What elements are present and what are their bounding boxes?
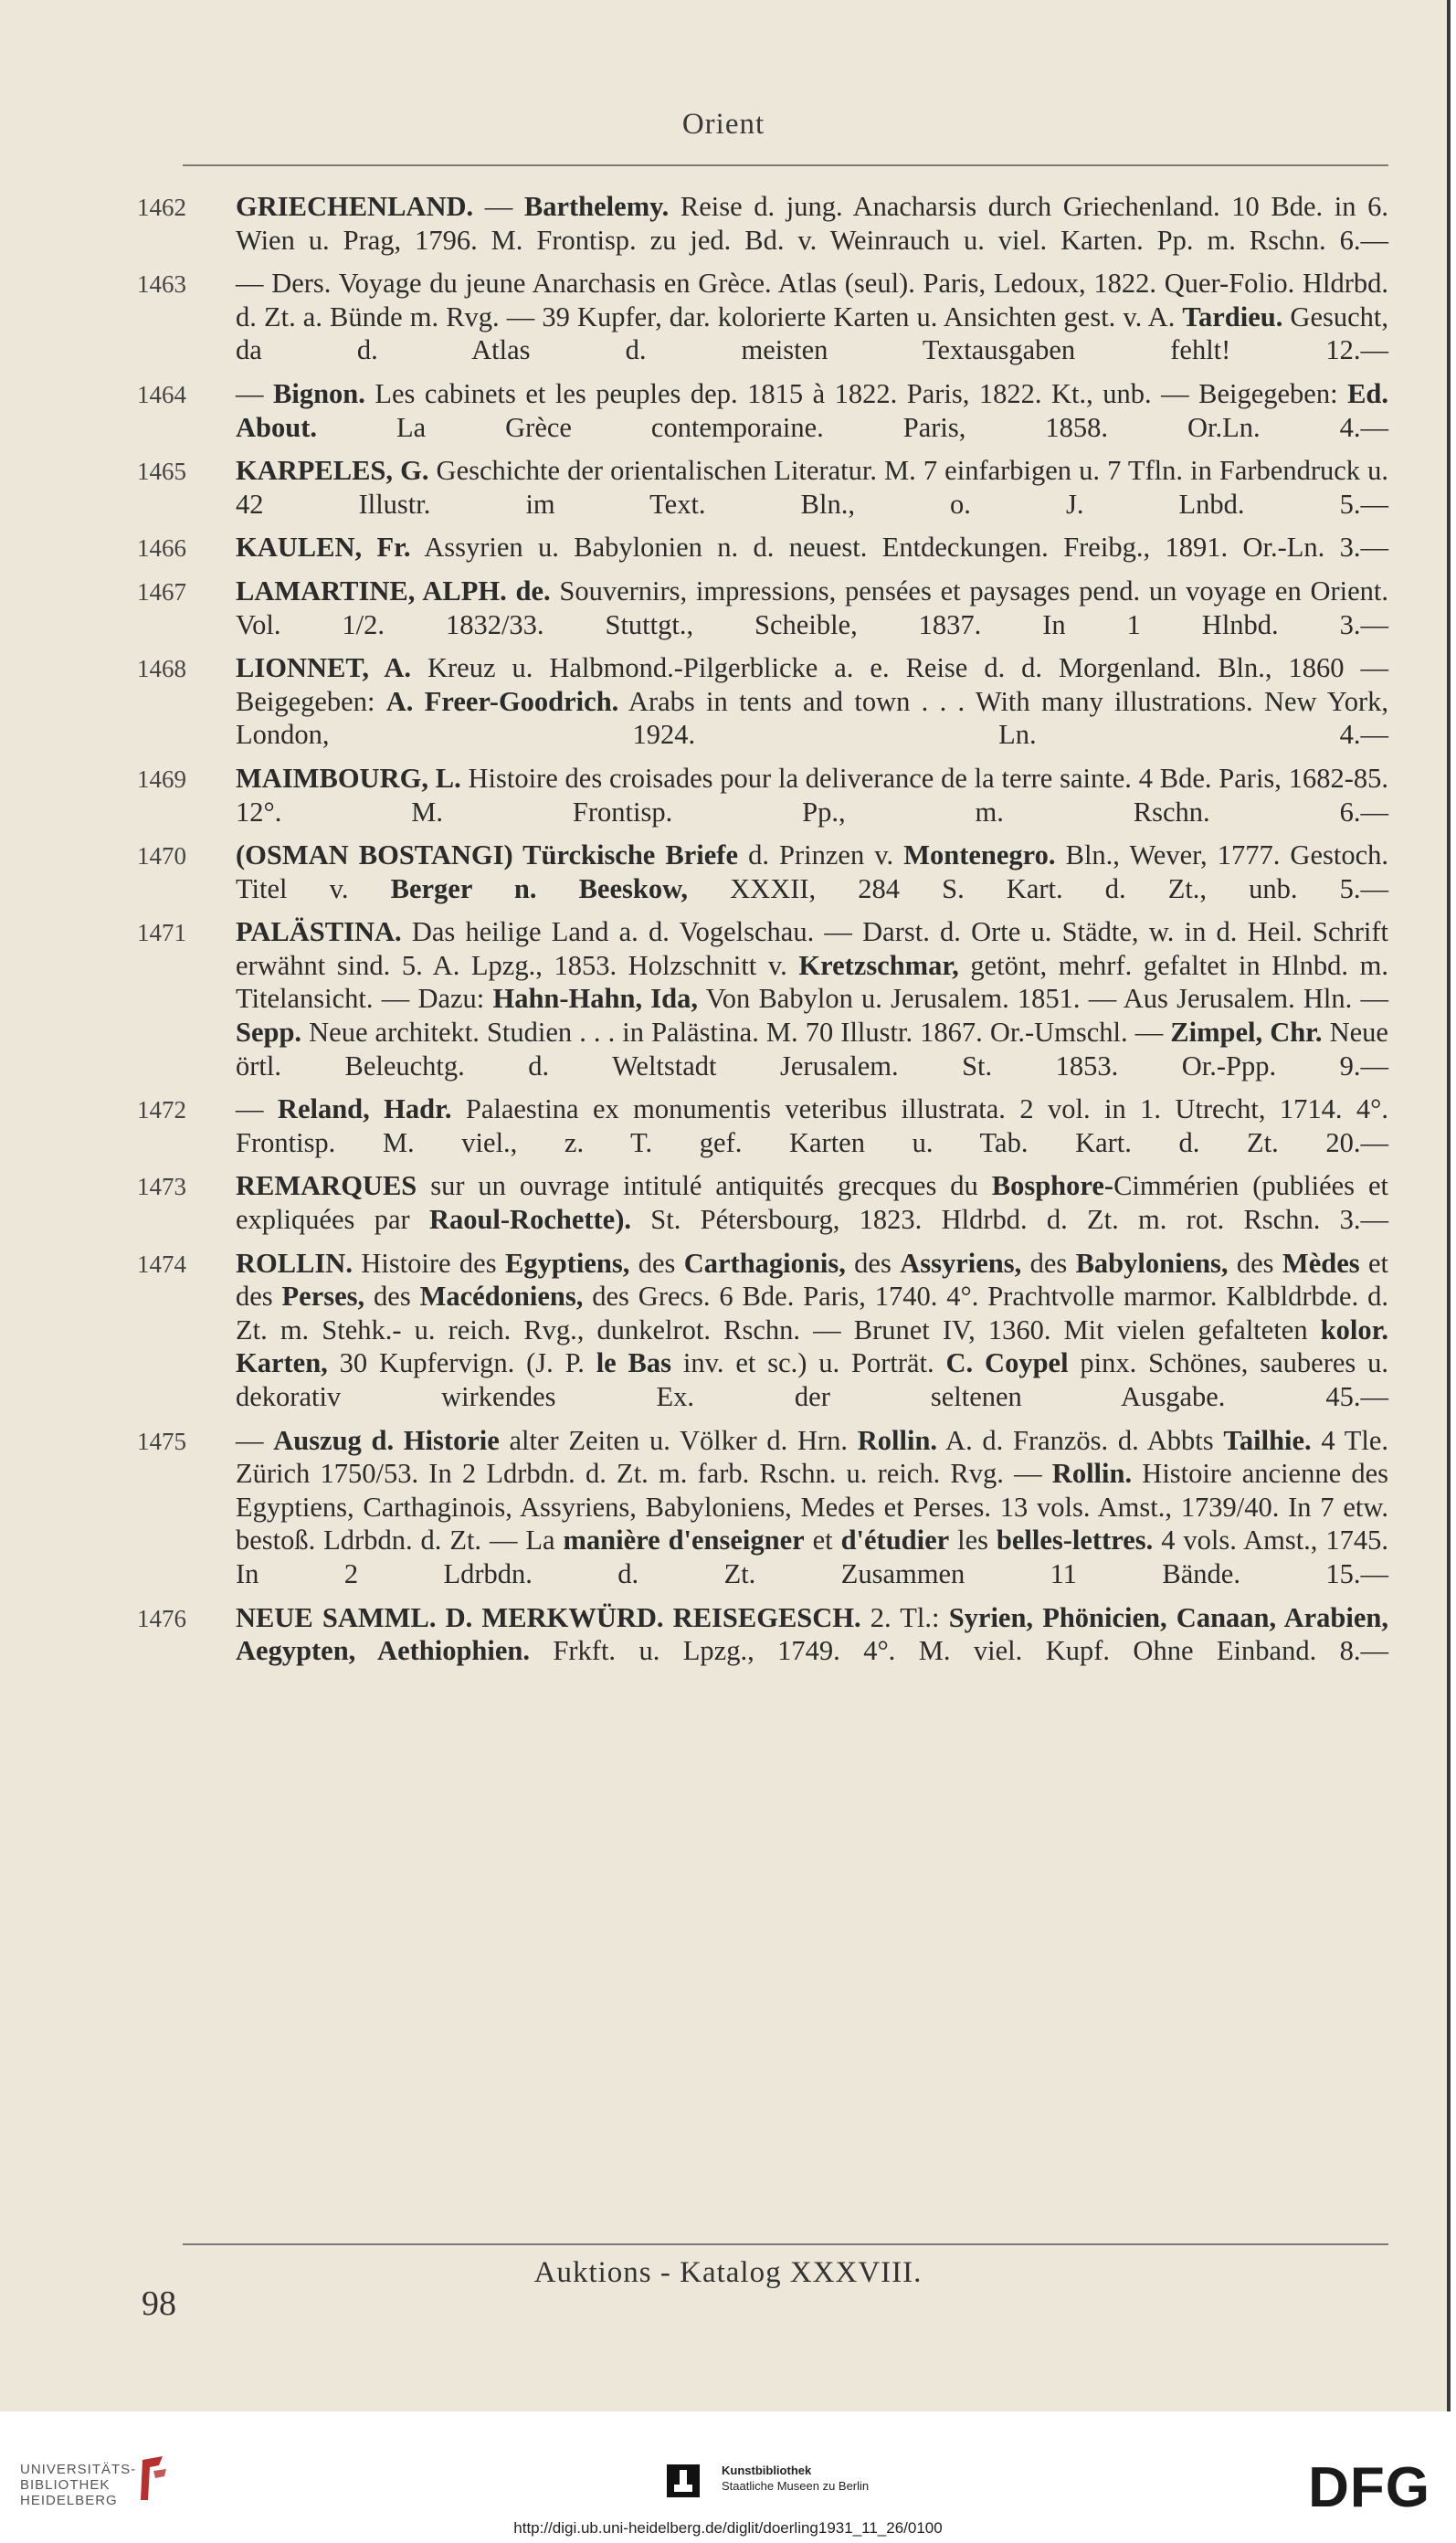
entry-text-segment: Histoire des <box>352 1247 505 1279</box>
entry-text-segment: — <box>236 1424 274 1456</box>
entry-text-segment: Arabs in tents and town . . . With many illustrations. New York, London, 1924. Ln. 4.— <box>236 685 1388 751</box>
page-number: 98 <box>142 2284 176 2323</box>
entry-number: 1476 <box>137 1604 186 1632</box>
catalog-entry <box>137 1601 1388 1668</box>
entry-bold-segment: Tailhie. <box>1223 1424 1312 1456</box>
entry-text <box>236 915 1388 1082</box>
university-logo-line: UNIVERSITÄTS- <box>20 2462 137 2477</box>
entry-text-segment: des <box>1021 1247 1076 1279</box>
entry-bold-segment: Assyriens, <box>900 1247 1022 1279</box>
entry-bold-segment: KAULEN, Fr. <box>236 532 411 564</box>
entry-text <box>236 1601 1388 1668</box>
entry-bold-segment: Tardieu. <box>1182 301 1283 332</box>
entry-number: 1469 <box>137 765 186 793</box>
catalog-entry <box>137 377 1388 444</box>
entry-text-segment: Histoire ancienne des Egyptiens, Carthaginois, Assyriens, Babyloniens, Medes et Perses. 13 vols. Amst., 1739/40. In 7 etw. bestoß. Ldrbdn. d. Zt. — La <box>236 1458 1388 1556</box>
catalog-entry <box>137 454 1388 521</box>
entry-number: 1467 <box>137 577 186 606</box>
entry-number: 1468 <box>137 655 186 683</box>
entry-number: 1462 <box>137 194 186 221</box>
catalog-entry <box>137 267 1388 367</box>
entry-text-segment: Histoire des croisades pour la deliverance de la terre sainte. 4 Bde. Paris, 1682-85. 12°. M. Frontisp. Pp., m. Rschn. 6.— <box>236 762 1388 828</box>
entry-text-segment: des <box>629 1247 684 1279</box>
entry-bold-segment: ROLLIN. <box>236 1247 353 1279</box>
entry-text-segment: des <box>1228 1247 1282 1279</box>
university-logo-line: BIBLIOTHEK <box>20 2477 111 2493</box>
entry-text-segment: Reise d. jung. Anacharsis durch Griechenland. 10 Bde. in 6. Wien u. Prag, 1796. M. Frontisp. zu jed. Bd. v. Weinrauch u. viel. Karten. Pp. m. Rschn. 6.— <box>236 191 1389 256</box>
entry-text <box>236 575 1388 641</box>
entry-bold-segment: Ed. About. <box>236 377 1389 443</box>
entry-bold-segment: Zimpel, Chr. <box>1170 1017 1323 1049</box>
entry-number: 1474 <box>137 1250 186 1278</box>
entry-text <box>236 1169 1388 1236</box>
entry-text-segment: 4 Tle. Zürich 1750/53. In 2 Ldrbdn. d. Zt. m. farb. Rschn. u. reich. Rvg. — <box>236 1424 1389 1490</box>
entry-text-segment: Das heilige Land a. d. Vogelschau. — Darst. d. Orte u. Städte, w. in d. Heil. Schrift erwähnt sind. 5. A. Lpzg., 1853. Holzschnitt v. <box>236 916 1388 981</box>
entry-text-segment: Assyrien u. Babylonien n. d. neuest. Entdeckungen. Freibg., 1891. Or.-Ln. 3.— <box>410 532 1389 564</box>
entry-bold-segment: PALÄSTINA. <box>236 916 402 948</box>
entry-number: 1465 <box>137 458 186 486</box>
kunstbibliothek-logo-text <box>722 2463 869 2494</box>
catalog-entry <box>137 1092 1388 1159</box>
entry-text-segment: Neue örtl. Beleuchtg. d. Weltstadt Jerusalem. St. 1853. Or.-Ppp. 9.— <box>236 1017 1388 1082</box>
entry-text-segment: Palaestina ex monumentis veteribus illustrata. 2 vol. in 1. Utrecht, 1714. 4°. Frontisp. M. viel., z. T. gef. Karten u. Tab. Kart. d. Zt. 20.— <box>236 1093 1388 1158</box>
entry-text-segment: Frkft. u. Lpzg., 1749. 4°. M. viel. Kupf. Ohne Einband. 8.— <box>530 1635 1389 1667</box>
entry-bold-segment: Syrien, Phönicien, Canaan, Arabien, Aegypten, Aethiophien. <box>236 1601 1388 1667</box>
entry-text-segment: Cimmérien (publiées et expliquées par <box>236 1170 1388 1236</box>
top-rule <box>183 164 1388 166</box>
kunstbibliothek-icon <box>667 2464 700 2497</box>
entry-text-segment: — <box>236 377 274 409</box>
entry-text-segment: des <box>845 1247 901 1279</box>
entry-text-segment: Geschichte der orientalischen Literatur. M. 7 einfarbigen u. 7 Tfln. in Farbendruck u. 42 Illustr. im Text. Bln., o. J. Lnbd. 5.— <box>236 455 1388 520</box>
running-head: Orient <box>681 108 765 141</box>
entry-text-segment: A. d. Französ. d. Abbts <box>937 1424 1224 1456</box>
entry-bold-segment: Macédoniens, <box>419 1281 584 1313</box>
entry-bold-segment: Reland, Hadr. <box>277 1093 452 1125</box>
catalog-entry <box>137 190 1388 257</box>
entry-text-segment: — Ders. Voyage du jeune Anarchasis en Grèce. Atlas (seul). Paris, Ledoux, 1822. Quer-Folio. Hldrbd. d. Zt. a. Bünde m. Rvg. — 39 Kupfer, dar. kolorierte Karten u. Ansichten gest. v. A. <box>236 268 1388 332</box>
entry-text <box>236 454 1388 521</box>
entry-bold-segment: Berger n. Beeskow, <box>390 872 689 904</box>
entry-bold-segment: Carthagionis, <box>683 1247 846 1279</box>
bottom-rule <box>183 2243 1388 2245</box>
catalog-entry <box>137 575 1388 641</box>
dfg-logo: DFG <box>1308 2456 1430 2519</box>
entry-text <box>236 839 1388 905</box>
entry-bold-segment: C. Coypel <box>945 1347 1069 1379</box>
entry-bold-segment: Egyptiens, <box>504 1247 630 1279</box>
catalog-entry <box>137 651 1388 752</box>
entry-bold-segment: (OSMAN BOSTANGI) Türckische Briefe <box>236 839 739 871</box>
entry-number: 1475 <box>137 1427 186 1455</box>
entry-bold-segment: Sepp. <box>236 1017 302 1049</box>
entry-number: 1470 <box>137 842 186 871</box>
entry-text-segment: XXXII, 284 S. Kart. d. Zt., unb. 5.— <box>688 872 1388 904</box>
entry-text-segment: inv. et sc.) u. Porträt. <box>671 1347 946 1379</box>
entry-text-segment: Gesucht, da d. Atlas d. meisten Textausgaben fehlt! 12.— <box>236 301 1388 366</box>
entry-bold-segment: Kretzschmar, <box>798 949 959 981</box>
entry-number: 1464 <box>137 380 186 408</box>
entry-text-segment: Von Babylon u. Jerusalem. 1851. — Aus Jerusalem. Hln. — <box>698 983 1388 1015</box>
entry-text-segment: des Grecs. 6 Bde. Paris, 1740. 4°. Prachtvolle marmor. Kalbldrbde. d. Zt. m. Stehk.- u. reich. Rvg., dunkelrot. Rschn. — Brunet IV, 1360. Mit vielen gefalteten <box>236 1281 1388 1345</box>
entry-bold-segment: manière d'enseigner <box>563 1525 805 1556</box>
catalog-entry <box>137 531 1388 565</box>
entry-text-segment: et <box>804 1525 841 1556</box>
catalog-entries <box>137 190 1388 1678</box>
entry-text-segment: Les cabinets et les peuples dep. 1815 à 1822. Paris, 1822. Kt., unb. — Beigegeben: <box>364 377 1348 409</box>
entry-bold-segment: Hahn-Hahn, Ida, <box>492 983 698 1015</box>
entry-text <box>236 531 1388 565</box>
entry-bold-segment: Auszug d. Historie <box>273 1424 500 1456</box>
entry-text <box>236 1424 1388 1591</box>
entry-bold-segment: Raoul-Rochette). <box>428 1204 632 1236</box>
entry-number: 1466 <box>137 534 186 563</box>
source-url[interactable]: http://digi.ub.uni-heidelberg.de/diglit/doerling1931_11_26/0100 <box>513 2519 943 2537</box>
bottom-bar <box>0 2411 1456 2543</box>
entry-bold-segment: Bignon. <box>273 377 365 409</box>
entry-bold-segment: le Bas <box>596 1347 672 1379</box>
kunstbibliothek-title: Kunstbibliothek <box>722 2464 812 2477</box>
entry-bold-segment: Rollin. <box>1051 1458 1133 1490</box>
catalog-entry <box>137 1247 1388 1414</box>
entry-text-segment: des <box>364 1281 420 1313</box>
entry-bold-segment: Montenegro. <box>903 839 1056 871</box>
entry-text-segment: pinx. Schönes, sauberes u. dekorativ wirkendes Ex. der seltenen Ausgabe. 45.— <box>236 1347 1388 1412</box>
entry-bold-segment: belles-lettres. <box>996 1525 1154 1556</box>
entry-bold-segment: MAIMBOURG, L. <box>236 762 461 794</box>
entry-text-segment: 4 vols. Amst., 1745. In 2 Ldrbdn. d. Zt. Zusammen 11 Bände. 15.— <box>236 1525 1388 1589</box>
entry-bold-segment: Mèdes <box>1282 1247 1360 1279</box>
entry-number: 1472 <box>137 1096 186 1124</box>
entry-bold-segment: A. Freer-Goodrich. <box>385 685 619 717</box>
entry-text <box>236 762 1388 828</box>
catalog-entry <box>137 1169 1388 1236</box>
entry-bold-segment: LIONNET, A. <box>236 652 411 684</box>
entry-text-segment: getönt, mehrf. gefaltet in Hlnbd. m. Titelansicht. — Dazu: <box>236 949 1388 1015</box>
entry-text-segment: Neue architekt. Studien . . . in Palästina. M. 70 Illustr. 1867. Or.-Umschl. — <box>301 1017 1171 1049</box>
catalog-footer-title: Auktions - Katalog XXXVIII. <box>533 2256 923 2289</box>
entry-text-segment: 2. Tl.: <box>860 1601 949 1633</box>
entry-text <box>236 377 1388 444</box>
entry-text-segment: alter Zeiten u. Völker d. Hrn. <box>499 1424 858 1456</box>
entry-bold-segment: kolor. Karten, <box>236 1314 1388 1379</box>
entry-text-segment: 30 Kupfervign. (J. P. <box>327 1347 596 1379</box>
entry-bold-segment: KARPELES, G. <box>236 455 429 487</box>
catalog-entry <box>137 762 1388 828</box>
entry-number: 1463 <box>137 270 186 299</box>
entry-text-segment: La Grèce contemporaine. Paris, 1858. Or.Ln. 4.— <box>316 411 1388 443</box>
university-emblem-icon <box>135 2453 172 2504</box>
entry-bold-segment: LAMARTINE, ALPH. de. <box>236 575 551 607</box>
university-library-logo <box>20 2462 136 2508</box>
entry-bold-segment: Barthelemy. <box>523 191 670 222</box>
entry-bold-segment: NEUE SAMML. D. MERKWÜRD. REISEGESCH. <box>236 1601 861 1633</box>
entry-text <box>236 1247 1388 1414</box>
entry-text <box>236 267 1388 367</box>
entry-text <box>236 651 1388 752</box>
entry-text <box>236 1092 1388 1159</box>
entry-text-segment: — <box>236 1093 278 1125</box>
entry-bold-segment: d'étudier <box>840 1525 950 1556</box>
entry-text-segment: d. Prinzen v. <box>738 839 904 871</box>
entry-bold-segment: Bosphore- <box>991 1170 1114 1202</box>
entry-number: 1473 <box>137 1173 186 1201</box>
entry-number: 1471 <box>137 919 186 947</box>
entry-text-segment: et des <box>236 1247 1388 1313</box>
entry-text-segment: sur un ouvrage intitulé antiquités grecques du <box>417 1170 992 1202</box>
catalog-entry <box>137 839 1388 905</box>
entry-text-segment: St. Pétersbourg, 1823. Hldrbd. d. Zt. m. rot. Rschn. 3.— <box>631 1204 1388 1236</box>
kunstbibliothek-subtitle: Staatliche Museen zu Berlin <box>722 2479 870 2493</box>
entry-text-segment: Kreuz u. Halbmond.-Pilgerblicke a. e. Reise d. d. Morgenland. Bln., 1860 — Beigegeben: <box>236 652 1388 717</box>
entry-bold-segment: Rollin. <box>857 1424 938 1456</box>
entry-text-segment: les <box>949 1525 997 1556</box>
entry-text-segment: Bln., Wever, 1777. Gestoch. Titel v. <box>236 839 1389 904</box>
university-logo-line: HEIDELBERG <box>20 2493 118 2508</box>
entry-text <box>236 190 1388 257</box>
entry-text-segment: — <box>473 191 524 222</box>
entry-text-segment: Souvernirs, impressions, pensées et paysages pend. un voyage en Orient. Vol. 1/2. 1832/33. Stuttgt., Scheible, 1837. In 1 Hlnbd. 3.— <box>236 575 1388 640</box>
entry-bold-segment: Perses, <box>281 1281 365 1313</box>
entry-bold-segment: GRIECHENLAND. <box>236 191 474 222</box>
entry-bold-segment: REMARQUES <box>236 1170 417 1202</box>
catalog-entry <box>137 915 1388 1082</box>
catalog-entry <box>137 1424 1388 1591</box>
entry-bold-segment: Babyloniens, <box>1075 1247 1229 1279</box>
